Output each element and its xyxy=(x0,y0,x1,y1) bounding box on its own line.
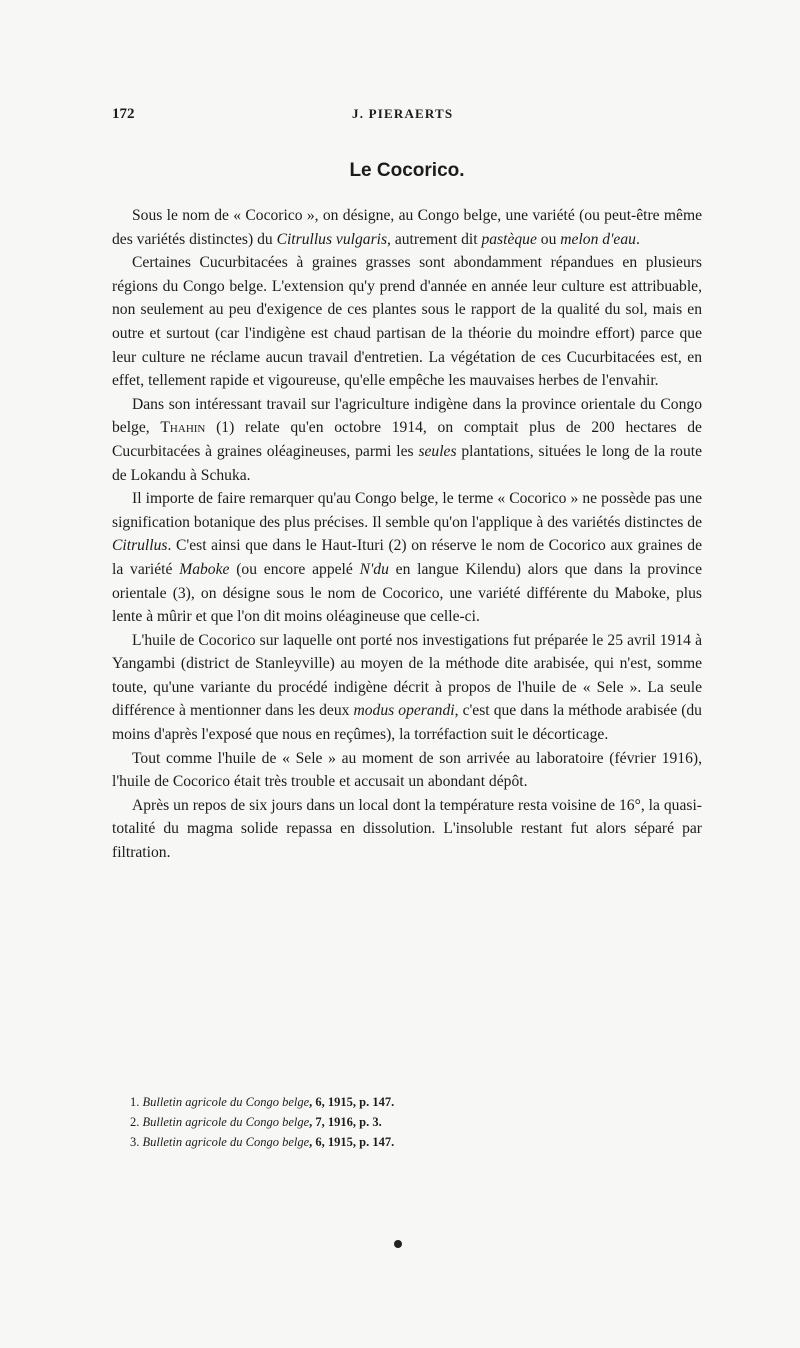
page-number: 172 xyxy=(112,106,135,122)
footnote-3: 3. Bulletin agricole du Congo belge, 6, 1915, p. 147. xyxy=(130,1135,395,1149)
author-citation: Thahin xyxy=(160,419,206,437)
footnote-2: 2. Bulletin agricole du Congo belge, 7, 1916, p. 3. xyxy=(130,1115,382,1129)
paragraph-3: Dans son intéressant travail sur l'agriculture indigène dans la province orientale du Congo belge, Thahin (1) relate qu'en octobre 1914, on comptait plus de 200 hectares de Cucurbitacées à graines oléagineuses, parmi les seules plantations, situées le long de la route de Lokandu à Schuka. xyxy=(112,395,703,484)
article-body xyxy=(112,204,702,865)
section-title: Le Cocorico. xyxy=(349,160,465,181)
footnote-ref-2: (2) xyxy=(388,537,407,555)
running-head-author: J. PIERAERTS xyxy=(352,106,454,121)
paragraph-7: Après un repos de six jours dans un local dont la température resta voisine de 16°, la quasi-totalité du magma solide repassa en dissolution. L'insoluble restant fut alors séparé par filtration. xyxy=(112,796,702,862)
paragraph-2: Certaines Cucurbitacées à graines grasses sont abondamment répandues en plusieurs régions du Congo belge. L'extension qu'y prend d'année en année leur culture est attribuable, non seulement au peu d'exigence de ces plantes sous le rapport de la qualité du sol, mais en outre et surtout (car l'indigène est chaud partisan de la théorie du moindre effort) parce que leur culture ne réclame aucun travail d'entretien. La végétation de ces Cucurbitacées est, en effet, tellement rapide et vigoureuse, qu'elle empêche les mauvaises herbes de l'envahir. xyxy=(112,254,702,390)
paragraph-6: Tout comme l'huile de « Sele » au moment de son arrivée au laboratoire (février 1916), l'huile de Cocorico était très trouble et accusait un abondant dépôt. xyxy=(112,749,702,791)
paragraph-5: L'huile de Cocorico sur laquelle ont porté nos investigations fut préparée le 25 avril 1914 à Yangambi (district de Stanleyville) au moyen de la méthode dite arabisée, qui n'est, somme toute, qu'une variante du procédé indigène décrit à propos de l'huile de « Sele ». La seule différence à mentionner dans les deux modus operandi, c'est que dans la méthode arabisée (du moins d'après l'exposé que nous en reçûmes), la torréfaction suit le décorticage. xyxy=(112,631,702,744)
running-head xyxy=(112,106,702,126)
footnote-ref-3: (3) xyxy=(172,584,191,602)
paragraph-1: Sous le nom de « Cocorico », on désigne, au Congo belge, une variété (ou peut-être même des variétés distinctes) du Citrullus vulgaris, autrement dit pastèque ou melon d'eau. xyxy=(112,207,702,248)
footnotes xyxy=(130,1092,690,1152)
footnote-ref-1: (1) xyxy=(216,419,235,437)
footnote-1: 1. Bulletin agricole du Congo belge, 6, 1915, p. 147. xyxy=(130,1095,395,1109)
print-mark-dot xyxy=(394,1240,402,1248)
paragraph-4: Il importe de faire remarquer qu'au Congo belge, le terme « Cocorico » ne possède pas une signification botanique des plus précises. Il semble qu'on l'applique à des variétés distinctes de Citrullus. C'est ainsi que dans le Haut-Ituri (2) on réserve le nom de Cocorico aux graines de la variété Maboke (ou encore appelé N'du en langue Kilendu) alors que dans la province orientale (3), on désigne sous le nom de Cocorico, une variété différente du Maboke, plus lente à mûrir et que l'on dit moins oléagineuse que celle-ci. xyxy=(112,490,702,626)
